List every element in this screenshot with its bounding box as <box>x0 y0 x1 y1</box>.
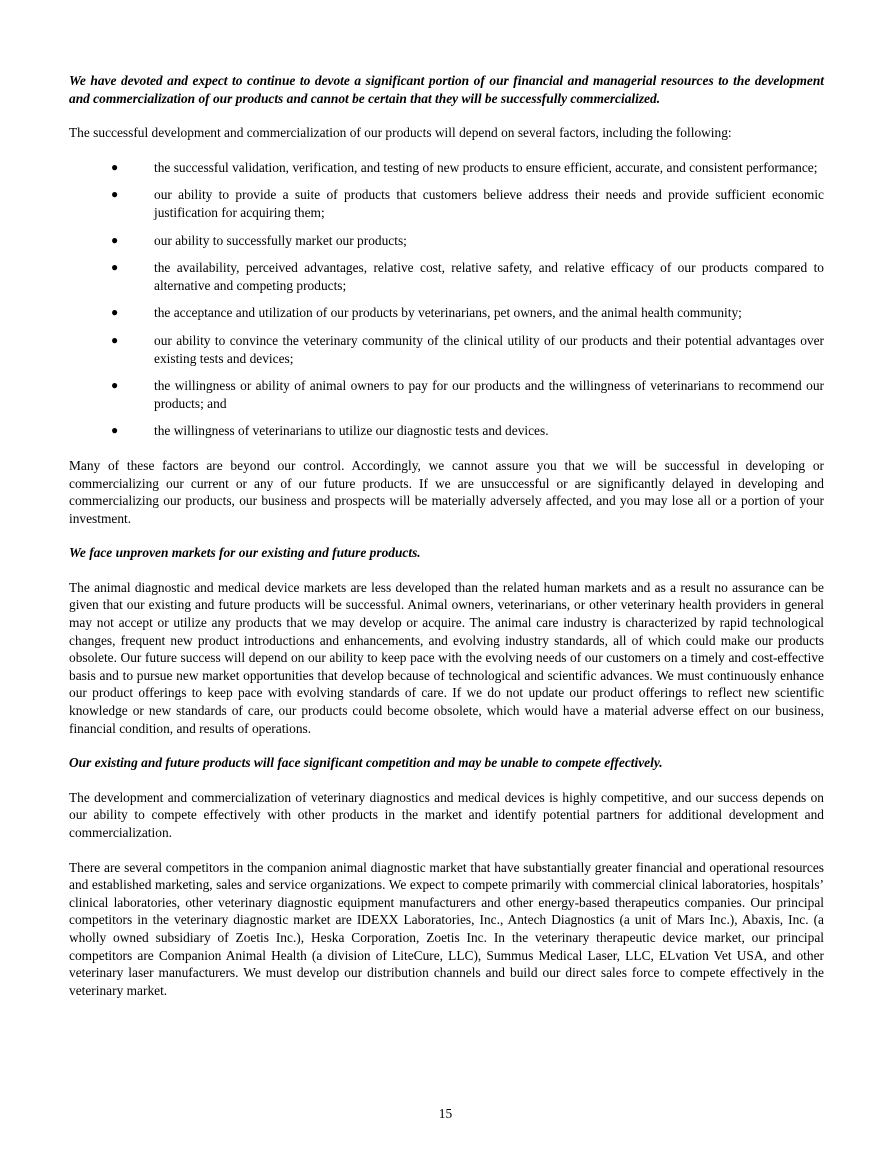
bullet-icon: ● <box>111 305 119 320</box>
list-item <box>69 377 824 412</box>
body-paragraph: The development and commercialization of veterinary diagnostics and medical devices is highly competitive, and our success depends on our ability to compete effectively with other products in the market and identify potential partners for additional development and commercialization. <box>69 789 824 840</box>
list-item <box>69 186 824 221</box>
bullet-icon: ● <box>111 187 119 202</box>
bullet-icon: ● <box>111 423 119 438</box>
list-item <box>69 259 824 294</box>
section-intro: The successful development and commercialization of our products will depend on several factors, including the following: <box>69 125 732 141</box>
list-item-text: the successful validation, verification, and testing of new products to ensure efficient, accurate, and consistent performance; <box>154 159 818 175</box>
list-item-text: the willingness or ability of animal owners to pay for our products and the willingness of veterinarians to recommend our products; and <box>154 378 824 411</box>
body-paragraph: The animal diagnostic and medical device markets are less developed than the related human markets and as a result no assurance can be given that our existing and future products will be successful. Animal owners, veterinarians, or other veterinary health providers in general may not accept or utilize any products that we may develop or acquire. The animal care industry is characterized by rapid technological changes, frequent new product introductions and enhancements, and evolving industry standards, all of which could make our products obsolete. Our future success will depend on our ability to keep pace with the evolving needs of our customers on a timely and cost-effective basis and to pursue new market opportunities that develop because of technological and scientific advances. We must continuously enhance our product offerings to keep pace with evolving standards of care. If we do not update our product offerings to reflect new scientific knowledge or new standards of care, our products could become obsolete, which would have a material adverse effect on our business, financial condition, and results of operations. <box>69 579 824 736</box>
section-heading-unproven-markets: We face unproven markets for our existing and future products. <box>69 545 421 561</box>
factors-list <box>69 159 824 440</box>
list-item-text: our ability to successfully market our products; <box>154 232 407 248</box>
section-heading-resources: We have devoted and expect to continue to devote a significant portion of our financial and managerial resources to the development and commercialization of our products and cannot be certain that they will be successfully commercialized. <box>69 73 824 106</box>
list-item-text: our ability to convince the veterinary community of the clinical utility of our products and their potential advantages over existing tests and devices; <box>154 332 824 366</box>
list-item <box>69 422 824 440</box>
bullet-icon: ● <box>111 232 119 247</box>
list-item-text: the willingness of veterinarians to utilize our diagnostic tests and devices. <box>154 423 549 439</box>
list-item <box>69 159 824 177</box>
list-item <box>69 332 824 367</box>
document-page <box>69 72 824 999</box>
section-closing-paragraph: Many of these factors are beyond our control. Accordingly, we cannot assure you that we will be successful in developing or commercializing our current or any of our future products. If we are unsuccessful or are significantly delayed in developing and commercializing our products, our business and prospects will be materially adversely affected, and you may lose all or a portion of your investment. <box>69 457 824 526</box>
bullet-icon: ● <box>111 260 119 275</box>
bullet-icon: ● <box>111 378 119 393</box>
bullet-icon: ● <box>111 159 119 174</box>
list-item-text: the availability, perceived advantages, relative cost, relative safety, and relative efficacy of our products compared to alternative and competing products; <box>154 260 824 293</box>
page-number: 15 <box>438 1106 453 1121</box>
list-item <box>69 232 824 250</box>
list-item-text: the acceptance and utilization of our products by veterinarians, pet owners, and the animal health community; <box>154 305 742 321</box>
list-item <box>69 304 824 322</box>
body-paragraph: There are several competitors in the companion animal diagnostic market that have substantially greater financial and operational resources and established marketing, sales and service organizations. We expect to compete primarily with commercial clinical laboratories, hospitals’ clinical laboratories, other veterinary diagnostic equipment manufacturers and other energy-based therapeutics companies. Our principal competitors in the veterinary diagnostic market are IDEXX Laboratories, Inc., Antech Diagnostics (a unit of Mars Inc.), Abaxis, Inc. (a wholly owned subsidiary of Zoetis Inc.), Heska Corporation, Zoetis Inc. In the veterinary therapeutic device market, our principal competitors are Companion Animal Health (a division of LiteCure, LLC), Summus Medical Laser, LLC, ELvation Vet USA, and other veterinary laser manufacturers. We must develop our distribution channels and build our direct sales force to compete effectively in the veterinary market. <box>69 859 824 998</box>
section-heading-competition: Our existing and future products will face significant competition and may be unable to compete effectively. <box>69 755 663 771</box>
list-item-text: our ability to provide a suite of products that customers believe address their needs and provide sufficient economic justification for acquiring them; <box>154 187 824 220</box>
bullet-icon: ● <box>111 332 119 347</box>
